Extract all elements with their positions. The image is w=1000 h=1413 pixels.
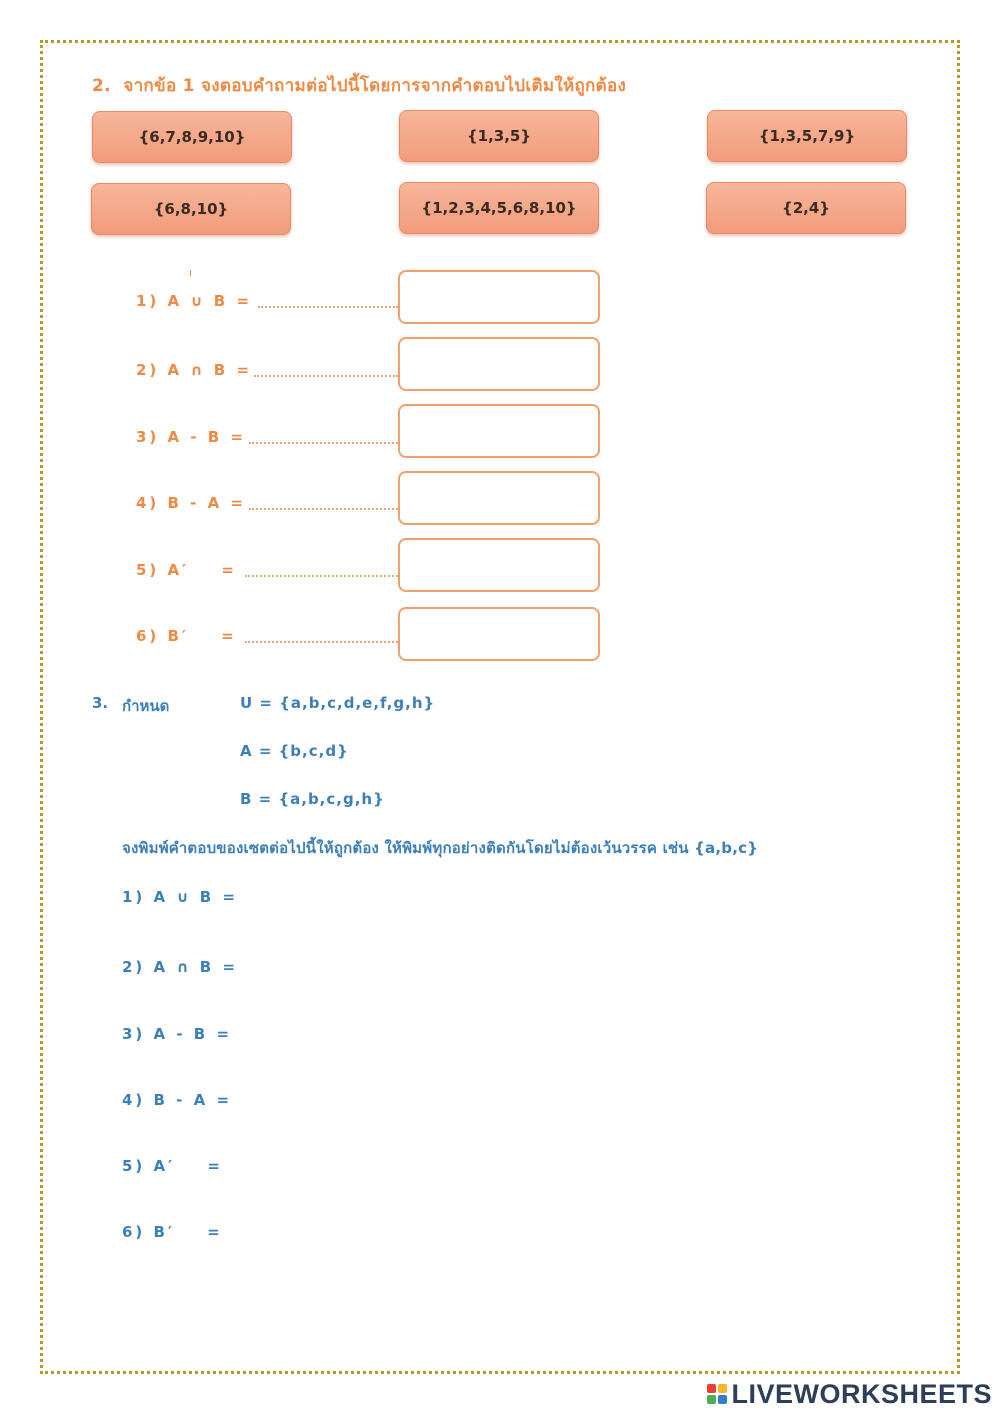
chip-label: {1,3,5,7,9}	[758, 127, 856, 145]
question-3-instruction: จงพิมพ์คำตอบของเซตต่อไปนี้ให้ถูกต้อง ให้พิมพ์ทุกอย่างติดกันโดยไม่ต้องเว้นวรรค เช่น {a,b,c}	[122, 839, 759, 857]
logo-icon	[707, 1384, 727, 1404]
answer-chip[interactable]	[707, 110, 907, 162]
q2-item-3	[136, 428, 246, 446]
answer-chip[interactable]	[91, 183, 291, 235]
question-3-number: 3.	[92, 694, 109, 712]
equals-sign: =	[236, 292, 253, 310]
chip-label: {1,3,5}	[466, 127, 532, 145]
equals-sign: =	[207, 1157, 223, 1175]
universal-set: U = {a,b,c,d,e,f,g,h}	[240, 694, 436, 712]
answer-chip[interactable]	[92, 111, 292, 163]
answer-input-2[interactable]	[260, 954, 864, 984]
item-expression: A′	[167, 561, 190, 579]
dotted-leader	[258, 306, 398, 308]
item-number: 1)	[136, 292, 160, 310]
stray-mark	[190, 270, 191, 276]
item-number: 6)	[136, 627, 160, 645]
drop-target-2[interactable]	[398, 337, 600, 391]
item-number: 4)	[122, 1091, 146, 1109]
item-expression: B′	[153, 1223, 175, 1241]
answer-chip[interactable]	[399, 110, 599, 162]
equals-sign: =	[236, 361, 253, 379]
item-number: 4)	[136, 494, 160, 512]
question-2-number: 2.	[92, 76, 111, 96]
equals-sign: =	[216, 1091, 233, 1109]
drop-target-1[interactable]	[398, 270, 600, 324]
equals-sign: =	[230, 428, 247, 446]
set-a: A = {b,c,d}	[240, 742, 349, 760]
answer-input-5[interactable]	[260, 1153, 864, 1183]
item-number: 3)	[122, 1025, 146, 1043]
equals-sign: =	[221, 561, 237, 579]
drop-target-6[interactable]	[398, 607, 600, 661]
equals-sign: =	[222, 888, 239, 906]
equals-sign: =	[216, 1025, 233, 1043]
question-2-title	[92, 72, 626, 99]
item-expression: A - B	[153, 1025, 209, 1043]
chip-label: {1,2,3,4,5,6,8,10}	[421, 199, 577, 217]
q3-item-4	[122, 1091, 232, 1109]
q3-item-2	[122, 958, 238, 976]
question-3-given-label: กำหนด	[122, 697, 170, 715]
q3-item-6	[122, 1223, 223, 1241]
q2-item-2	[136, 361, 252, 379]
chip-label: {2,4}	[782, 199, 830, 217]
question-2-text: จากข้อ 1 จงตอบคำถามต่อไปนี้โดยการจากคำตอบไปเติมให้ถูกต้อง	[123, 76, 627, 96]
item-number: 3)	[136, 428, 160, 446]
answer-chip[interactable]	[399, 182, 599, 234]
item-expression: A ∪ B	[153, 888, 215, 906]
item-number: 2)	[136, 361, 160, 379]
answer-input-3[interactable]	[260, 1021, 864, 1051]
answer-chip[interactable]	[706, 182, 906, 234]
q2-item-4	[136, 494, 246, 512]
equals-sign: =	[222, 958, 239, 976]
drop-target-3[interactable]	[398, 404, 600, 458]
chip-label: {6,8,10}	[153, 200, 229, 218]
chip-label: {6,7,8,9,10}	[138, 128, 246, 146]
item-expression: B - A	[153, 1091, 209, 1109]
drop-target-5[interactable]	[398, 538, 600, 592]
dotted-leader	[245, 575, 398, 577]
q3-item-5	[122, 1157, 223, 1175]
answer-input-1[interactable]	[260, 884, 864, 914]
item-number: 1)	[122, 888, 146, 906]
dotted-leader	[249, 442, 398, 444]
q2-item-6	[136, 627, 237, 645]
q2-item-5	[136, 561, 237, 579]
q2-item-1	[136, 292, 252, 310]
dotted-leader	[245, 641, 398, 643]
item-expression: A - B	[167, 428, 223, 446]
item-expression: A ∩ B	[153, 958, 215, 976]
q3-item-3	[122, 1025, 232, 1043]
answer-input-6[interactable]	[260, 1219, 864, 1249]
answer-input-4[interactable]	[260, 1087, 864, 1117]
liveworksheets-logo	[707, 1378, 992, 1410]
dotted-leader	[254, 375, 398, 377]
item-expression: A ∩ B	[167, 361, 229, 379]
item-number: 5)	[122, 1157, 146, 1175]
equals-sign: =	[221, 627, 237, 645]
item-number: 6)	[122, 1223, 146, 1241]
set-b: B = {a,b,c,g,h}	[240, 790, 385, 808]
item-expression: B′	[167, 627, 189, 645]
item-number: 2)	[122, 958, 146, 976]
dotted-leader	[249, 508, 398, 510]
item-expression: A ∪ B	[167, 292, 229, 310]
equals-sign: =	[207, 1223, 223, 1241]
item-expression: A′	[153, 1157, 176, 1175]
q3-item-1	[122, 888, 238, 906]
logo-text: LIVEWORKSHEETS	[731, 1378, 992, 1409]
drop-target-4[interactable]	[398, 471, 600, 525]
item-expression: B - A	[167, 494, 223, 512]
equals-sign: =	[230, 494, 247, 512]
item-number: 5)	[136, 561, 160, 579]
